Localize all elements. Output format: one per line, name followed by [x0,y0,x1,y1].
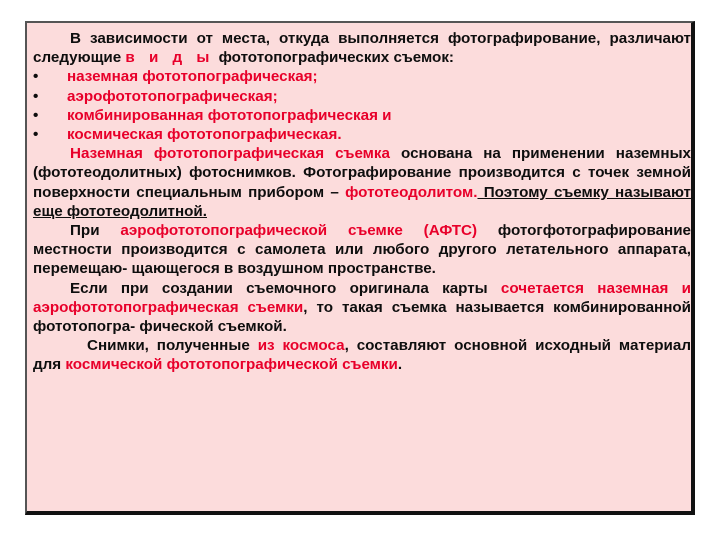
list-item-text: наземная фототопографическая; [67,68,318,86]
ground-survey-text: основана на применении наземных (фототеодолитных) фотоснимков. Фотографирование производится с точек земной поверхности специальным прибором – [33,145,691,201]
intro-paragraph [33,29,691,67]
list-item [33,67,691,86]
aerial-survey-text: При [70,222,121,240]
intro-text-end: фототопографических съемок: [214,49,454,67]
space-survey-text: Снимки, полученные [87,337,258,355]
space-survey-text-mid: , составляют основной исходный материал для [33,337,691,374]
combined-survey-term: наземная и аэрофототопографическая съемки [33,279,691,316]
list-item-text: комбинированная фототопографическая и [67,106,392,124]
bullet-icon: • [33,106,39,124]
list-item-text: космическая фототопографическая. [67,126,342,144]
combined-survey-text-end: , то такая съемка называется комбинированной фототопогра- фической съемкой. [33,298,692,336]
space-survey-paragraph [33,336,691,374]
types-highlight: в и д ы [125,49,215,67]
aerial-survey-text-end: фотогфотографирование местности производится с самолета или любого другого летательного аппарата, перемещаю- щающегося в воздушном пространстве. [33,222,691,278]
aerial-survey-paragraph [33,221,691,279]
ground-survey-paragraph [33,144,691,221]
ground-survey-text-end: Поэтому съемку называют еще фототеодолитной. [33,183,691,220]
slide-frame [25,21,695,515]
list-item [33,87,691,106]
space-survey-text-end: . [397,356,403,374]
list-item [33,125,691,144]
list-item [33,106,691,125]
from-space-term: из космоса [257,337,345,355]
bullet-icon: • [33,126,39,144]
combined-survey-text: Если при создании съемочного оригинала карты [70,279,501,297]
ground-survey-term: Наземная фототопографическая съемка [70,145,390,163]
combines-word: сочетается [500,279,584,297]
survey-types-list [33,67,691,144]
intro-text: В зависимости от места, откуда выполняется фотографирование, различают следующие [33,30,691,67]
aerial-survey-term: аэрофототопографической съемке (АФТС) [120,222,478,240]
space-survey-term: космической фототопографической съемки [65,356,398,374]
phototheodolite-term: фототеодолитом. [345,183,478,201]
bullet-icon: • [33,68,39,86]
combined-survey-paragraph [33,279,691,337]
bullet-icon: • [33,87,39,105]
list-item-text: аэрофототопографическая; [67,87,278,105]
slide-content [33,29,691,375]
